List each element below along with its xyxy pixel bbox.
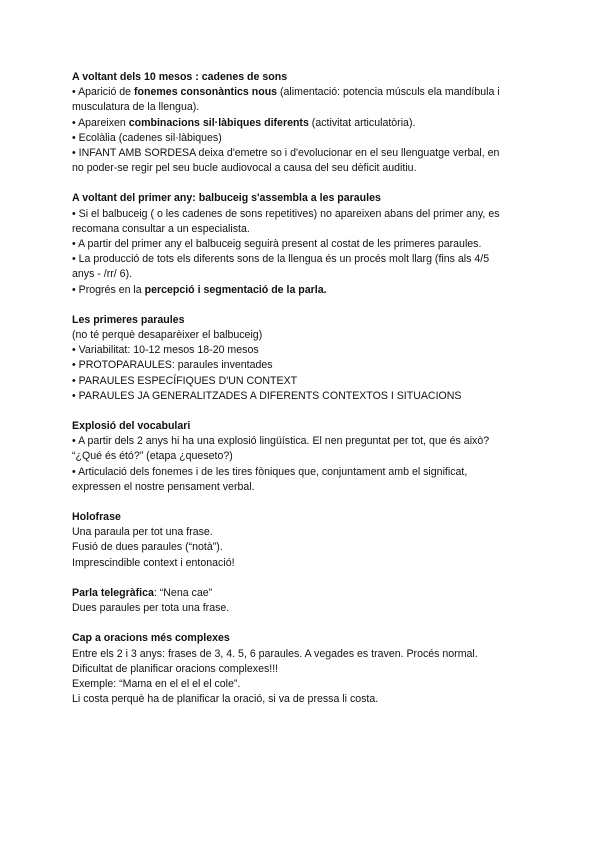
text-span: Exemple: “Mama en el el el el cole”. bbox=[72, 677, 241, 690]
section-heading: A voltant dels 10 mesos : cadenes de sons bbox=[72, 71, 288, 83]
text-line bbox=[72, 116, 529, 131]
text-line bbox=[72, 586, 529, 601]
text-line bbox=[72, 662, 529, 677]
bold-phrase: Parla telegràfica bbox=[72, 586, 154, 599]
text-span: (no té perquè desaparèixer el balbuceig) bbox=[72, 329, 263, 342]
text-line bbox=[72, 374, 529, 389]
text-line bbox=[72, 692, 529, 707]
text-line bbox=[72, 540, 529, 555]
text-line bbox=[72, 556, 529, 571]
bold-phrase: percepció i segmentació de la parla. bbox=[144, 283, 327, 296]
text-line bbox=[72, 389, 529, 404]
text-span: • Si el balbuceig ( o les cadenes de sons repetitives) no apareixen abans del primer any, es bbox=[72, 207, 500, 220]
text-span: • A partir del primer any el balbuceig seguirà present al costat de les primeres paraules. bbox=[72, 238, 482, 251]
text-line bbox=[72, 267, 529, 282]
text-line bbox=[72, 525, 529, 540]
bold-phrase: fonemes consonàntics nous bbox=[134, 86, 278, 99]
text-line bbox=[72, 222, 529, 237]
section-heading: Cap a oracions més complexes bbox=[72, 632, 230, 645]
text-line bbox=[72, 480, 529, 495]
text-span: • Apareixen bbox=[72, 116, 129, 129]
text-line bbox=[72, 207, 529, 222]
text-line bbox=[72, 601, 529, 616]
text-line bbox=[72, 647, 529, 662]
text-line bbox=[72, 449, 529, 464]
text-span: Dues paraules per tota una frase. bbox=[72, 602, 230, 615]
section-heading: Les primeres paraules bbox=[72, 313, 185, 326]
text-line bbox=[72, 358, 529, 373]
text-line bbox=[72, 161, 529, 176]
text-span: Dificultat de planificar oracions complexes!!! bbox=[72, 662, 279, 675]
text-line bbox=[72, 237, 529, 252]
text-span: • Progrés en la bbox=[72, 283, 145, 296]
text-line bbox=[72, 343, 529, 358]
section bbox=[72, 586, 529, 616]
text-span: Fusió de dues paraules (“notà”). bbox=[72, 541, 223, 554]
text-span: • La producció de tots els diferents sons de la llengua és un procés molt llarg (fins als 4/5 bbox=[72, 253, 490, 266]
text-span: expressen el nostre pensament verbal. bbox=[72, 480, 255, 493]
text-span: Imprescindible context i entonació! bbox=[72, 556, 235, 569]
section bbox=[72, 419, 529, 495]
text-line bbox=[72, 100, 529, 115]
text-line bbox=[72, 328, 529, 343]
section bbox=[72, 631, 529, 707]
section bbox=[72, 191, 529, 297]
text-span: • INFANT AMB SORDESA deixa d'emetre so i d'evolucionar en el seu llenguatge verbal, en bbox=[72, 147, 500, 160]
text-line bbox=[72, 465, 529, 480]
section-heading: Holofrase bbox=[72, 511, 121, 524]
text-span: no poder-se regir pel seu bucle audiovocal a causa del seu dèficit auditiu. bbox=[72, 162, 417, 175]
text-span: Entre els 2 i 3 anys: frases de 3, 4. 5, 6 paraules. A vegades es traven. Procés normal. bbox=[72, 647, 478, 660]
text-span: • Aparició de bbox=[72, 86, 135, 99]
section bbox=[72, 313, 529, 404]
text-span: Li costa perquè ha de planificar la oració, si va de pressa li costa. bbox=[72, 693, 379, 706]
text-line bbox=[72, 434, 529, 449]
text-span: • Ecolàlia (cadenes sil·làbiques) bbox=[72, 131, 222, 144]
text-span: • PROTOPARAULES: paraules inventades bbox=[72, 359, 273, 372]
section-heading: A voltant del primer any: balbuceig s'assembla a les paraules bbox=[72, 192, 381, 205]
text-span: • A partir dels 2 anys hi ha una explosió lingüística. El nen preguntat per tot, que és això? bbox=[72, 435, 490, 448]
section-heading: Explosió del vocabulari bbox=[72, 420, 191, 433]
text-line bbox=[72, 146, 529, 161]
text-span: : “Nena cae” bbox=[153, 586, 213, 599]
text-line bbox=[72, 131, 529, 146]
text-span: recomana consultar a un especialista. bbox=[72, 222, 250, 235]
section bbox=[72, 510, 529, 571]
bold-phrase: combinacions sil·làbiques diferents bbox=[128, 116, 309, 129]
text-span: Una paraula per tot una frase. bbox=[72, 526, 213, 539]
text-span: • PARAULES JA GENERALITZADES A DIFERENTS CONTEXTOS I SITUACIONS bbox=[72, 389, 462, 402]
text-span: (activitat articulatòria). bbox=[308, 116, 416, 129]
text-line bbox=[72, 252, 529, 267]
text-span: “¿Qué és étó?” (etapa ¿queseto?) bbox=[72, 450, 233, 463]
text-span: • Variabilitat: 10-12 mesos 18-20 mesos bbox=[72, 344, 259, 357]
text-span: (alimentació: potencia músculs ela mandíbula i bbox=[277, 86, 500, 99]
text-span: • Articulació dels fonemes i de les tires fòniques que, conjuntament amb el significat, bbox=[72, 465, 468, 478]
document-body bbox=[72, 70, 529, 722]
text-span: • PARAULES ESPECÍFIQUES D'UN CONTEXT bbox=[72, 374, 298, 387]
text-span: musculatura de la llengua). bbox=[72, 101, 200, 114]
section bbox=[72, 70, 529, 176]
text-line bbox=[72, 85, 529, 100]
text-line bbox=[72, 283, 529, 298]
text-line bbox=[72, 677, 529, 692]
text-span: anys - /rr/ 6). bbox=[72, 268, 133, 281]
